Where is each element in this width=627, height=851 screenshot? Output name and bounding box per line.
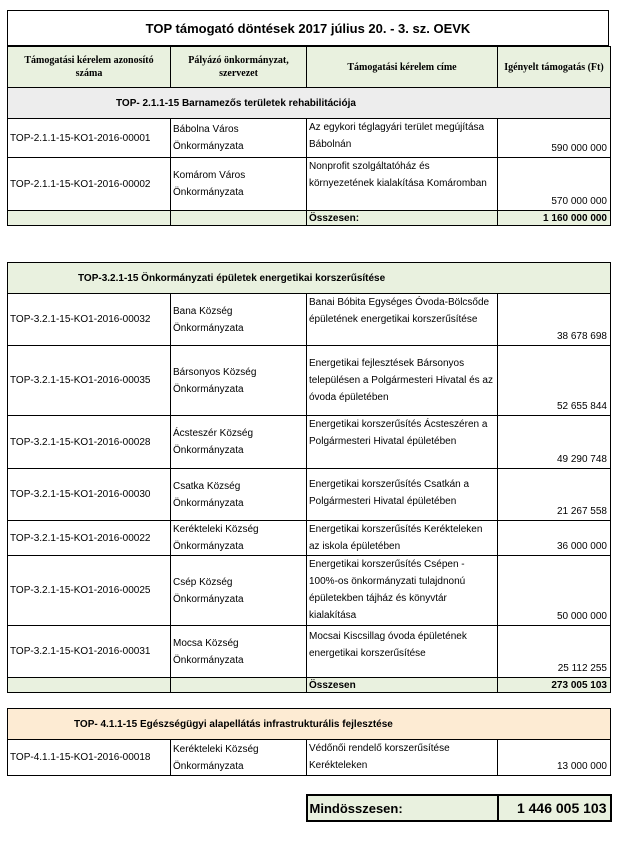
cell-amount: 50 000 000 (498, 556, 611, 626)
cell-title: Energetikai korszerűsítés Csatkán a Polgármesteri Hivatal épületében (307, 469, 498, 521)
cell-id: TOP-4.1.1-15-KO1-2016-00018 (8, 740, 171, 776)
cell-id: TOP-3.2.1-15-KO1-2016-00022 (8, 521, 171, 556)
cell-org: Bársonyos Község Önkormányzata (171, 346, 307, 416)
table-row (8, 556, 611, 626)
grant-table (7, 46, 612, 822)
table-row (8, 294, 611, 346)
grand-empty (8, 795, 171, 821)
grand-empty (171, 795, 307, 821)
cell-id: TOP-3.2.1-15-KO1-2016-00025 (8, 556, 171, 626)
table-row (8, 469, 611, 521)
grand-total-label: Mindösszesen: (307, 795, 498, 821)
cell-id: TOP-2.1.1-15-KO1-2016-00002 (8, 158, 171, 211)
section-sum-row (8, 211, 611, 226)
cell-amount: 570 000 000 (498, 158, 611, 211)
section-header (8, 709, 611, 740)
cell-org: Kerékteleki Község Önkormányzata (171, 740, 307, 776)
cell-title: Energetikai fejlesztések Bársonyos településen a Polgármesteri Hivatal és az óvoda épületében (307, 346, 498, 416)
cell-org: Bábolna Város Önkormányzata (171, 119, 307, 158)
section-title: TOP-3.2.1-15 Önkormányzati épületek energetikai korszerűsítése (8, 263, 611, 294)
section-header (8, 88, 611, 119)
header-amount: Igényelt támogatás (Ft) (498, 47, 611, 88)
section-sum-row (8, 678, 611, 693)
grand-total-row (8, 795, 611, 821)
cell-amount: 52 655 844 (498, 346, 611, 416)
cell-amount: 36 000 000 (498, 521, 611, 556)
cell-id: TOP-3.2.1-15-KO1-2016-00035 (8, 346, 171, 416)
table-row (8, 158, 611, 211)
sum-empty (8, 678, 171, 693)
cell-title: Nonprofit szolgáltatóház és környezetének kialakítása Komáromban (307, 158, 498, 211)
section-header (8, 263, 611, 294)
sum-empty (171, 678, 307, 693)
cell-amount: 13 000 000 (498, 740, 611, 776)
spacer (8, 693, 611, 709)
cell-org: Csép Község Önkormányzata (171, 556, 307, 626)
cell-title: Védőnői rendelő korszerűsítése Kerékteleken (307, 740, 498, 776)
cell-org: Komárom Város Önkormányzata (171, 158, 307, 211)
cell-org: Csatka Község Önkormányzata (171, 469, 307, 521)
cell-title: Energetikai korszerűsítés Csépen - 100%-os önkormányzati tulajdnonú épületekben tájház és könyvtár kialakítása (307, 556, 498, 626)
section-title: TOP- 4.1.1-15 Egészségügyi alapellátás infrastrukturális fejlesztése (8, 709, 611, 740)
cell-amount: 38 678 698 (498, 294, 611, 346)
section-title: TOP- 2.1.1-15 Barnamezős területek rehabilitációja (8, 88, 611, 119)
page-title: TOP támogató döntések 2017 július 20. - 3. sz. OEVK (7, 10, 609, 46)
cell-amount: 21 267 558 (498, 469, 611, 521)
cell-title: Energetikai korszerűsítés Kerékteleken az iskola épületében (307, 521, 498, 556)
table-row (8, 346, 611, 416)
table-row (8, 521, 611, 556)
cell-org: Kerékteleki Község Önkormányzata (171, 521, 307, 556)
cell-amount: 590 000 000 (498, 119, 611, 158)
cell-org: Mocsa Község Önkormányzata (171, 626, 307, 678)
cell-id: TOP-2.1.1-15-KO1-2016-00001 (8, 119, 171, 158)
table-row (8, 119, 611, 158)
sum-label: Összesen: (307, 211, 498, 226)
sum-value: 1 160 000 000 (498, 211, 611, 226)
cell-id: TOP-3.2.1-15-KO1-2016-00032 (8, 294, 171, 346)
header-title: Támogatási kérelem címe (307, 47, 498, 88)
cell-id: TOP-3.2.1-15-KO1-2016-00030 (8, 469, 171, 521)
table-row (8, 416, 611, 469)
header-org: Pályázó önkormányzat, szervezet (171, 47, 307, 88)
table-header-row (8, 47, 611, 88)
grand-total-value: 1 446 005 103 (498, 795, 611, 821)
cell-title: Az egykori téglagyári terület megújítása Bábolnán (307, 119, 498, 158)
cell-amount: 49 290 748 (498, 416, 611, 469)
cell-title: Banai Bóbita Egységes Óvoda-Bölcsőde épületének energetikai korszerűsítése (307, 294, 498, 346)
sum-empty (8, 211, 171, 226)
cell-amount: 25 112 255 (498, 626, 611, 678)
cell-id: TOP-3.2.1-15-KO1-2016-00031 (8, 626, 171, 678)
sum-empty (171, 211, 307, 226)
cell-id: TOP-3.2.1-15-KO1-2016-00028 (8, 416, 171, 469)
cell-title: Energetikai korszerűsítés Ácsteszéren a Polgármesteri Hivatal épületében (307, 416, 498, 469)
cell-org: Ácsteszér Község Önkormányzata (171, 416, 307, 469)
table-row (8, 626, 611, 678)
cell-title: Mocsai Kiscsillag óvoda épületének energetikai korszerűsítése (307, 626, 498, 678)
header-id: Támogatási kérelem azonosító száma (8, 47, 171, 88)
cell-org: Bana Község Önkormányzata (171, 294, 307, 346)
sum-value: 273 005 103 (498, 678, 611, 693)
table-row (8, 740, 611, 776)
sum-label: Összesen (307, 678, 498, 693)
spacer (8, 226, 611, 263)
spacer (8, 776, 611, 796)
